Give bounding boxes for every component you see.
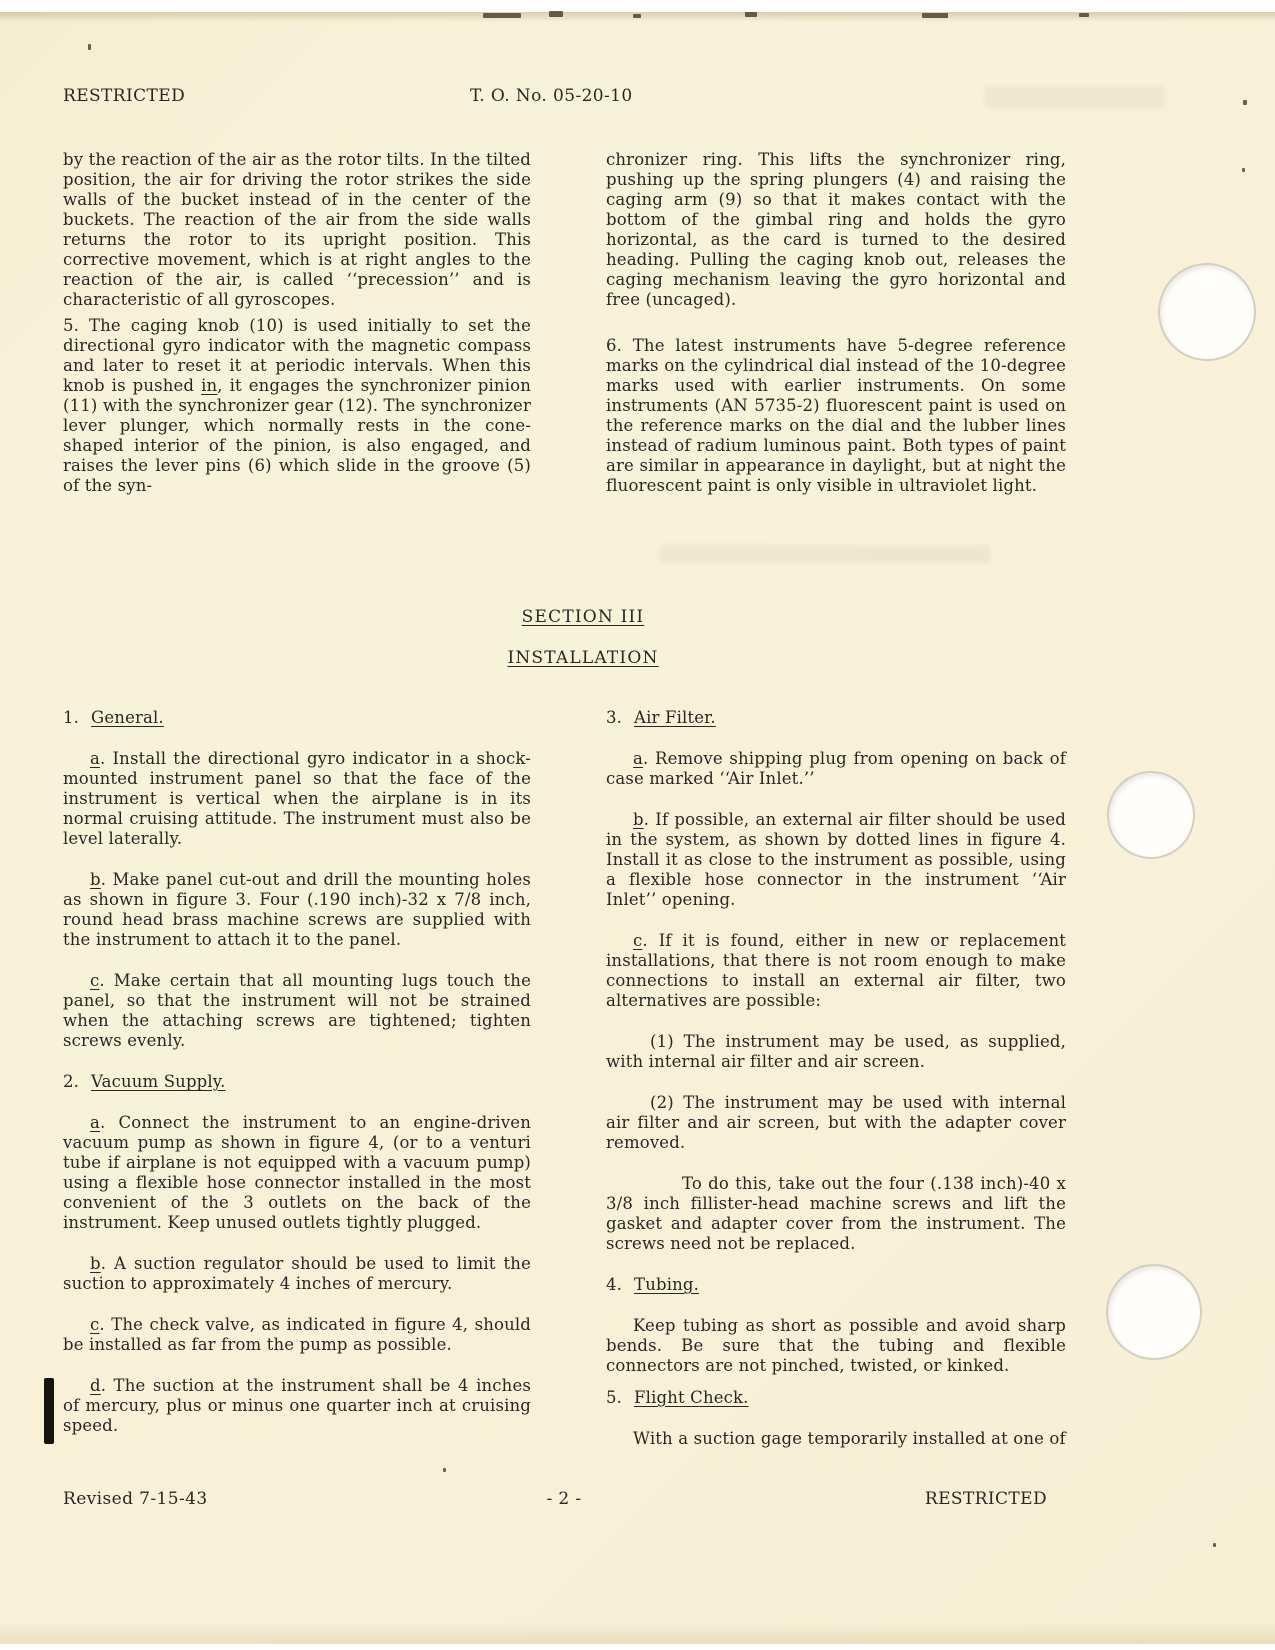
item-letter: b bbox=[90, 870, 101, 889]
scan-speck bbox=[1213, 1543, 1216, 1547]
section-subtitle-text: INSTALLATION bbox=[507, 648, 659, 668]
top-right-column bbox=[606, 150, 1066, 517]
paragraph-text: . If it is found, either in new or replacement installations, that there is not room enough to make connections to install an external air filter, two alternatives are possible: bbox=[606, 931, 1066, 1010]
paragraph-text: . Make panel cut-out and drill the mounting holes as shown in figure 3. Four (.190 inch)-32 x 7/8 inch, round head brass machine screws are supplied with the instrument to attach it to the panel. bbox=[63, 870, 531, 949]
paragraph-precession-continuation: by the reaction of the air as the rotor tilts. In the tilted position, the air for driving the rotor strikes the side walls of the bucket instead of in the center of the buckets. The reaction of the air from the side walls returns the rotor to its upright position. This corrective movement, which is at right angles to the reaction of the air, is called ‘‘precession’’ and is characteristic of all gyroscopes. bbox=[63, 150, 531, 309]
heading-title: Vacuum Supply. bbox=[91, 1072, 226, 1091]
paragraph-text: . The suction at the instrument shall be 4 inches of mercury, plus or minus one quarter inch at cruising speed. bbox=[63, 1376, 531, 1435]
scan-speck bbox=[633, 14, 641, 18]
paragraph-2a bbox=[63, 1113, 531, 1233]
heading-air-filter bbox=[606, 708, 1066, 728]
paragraph-3c-alternative-1: (1) The instrument may be used, as supplied, with internal air filter and air screen. bbox=[606, 1032, 1066, 1071]
section-title bbox=[63, 607, 1103, 627]
item-letter: c bbox=[633, 931, 643, 950]
item-letter: a bbox=[90, 1113, 100, 1132]
bottom-right-column bbox=[606, 708, 1066, 1470]
header-technical-order-number: T. O. No. 05-20-10 bbox=[470, 86, 633, 106]
scan-speck bbox=[549, 11, 563, 17]
item-letter: c bbox=[90, 1315, 100, 1334]
heading-number: 3. bbox=[606, 708, 623, 727]
scan-speck bbox=[745, 12, 757, 17]
scan-speck bbox=[922, 13, 948, 18]
underlined-word: in bbox=[201, 376, 218, 395]
paragraph-2c bbox=[63, 1315, 531, 1355]
paragraph-4-tubing: Keep tubing as short as possible and avoid sharp bends. Be sure that the tubing and flexible connectors are not pinched, twisted, or kinked. bbox=[606, 1316, 1066, 1375]
heading-general bbox=[63, 708, 531, 728]
scan-speck bbox=[443, 1468, 446, 1472]
paragraph-1b bbox=[63, 870, 531, 950]
item-letter: d bbox=[90, 1376, 101, 1395]
section-heading bbox=[63, 607, 1103, 689]
heading-number: 2. bbox=[63, 1072, 80, 1091]
heading-number: 4. bbox=[606, 1275, 623, 1294]
paragraph-synchronizer-continuation: chronizer ring. This lifts the synchronizer ring, pushing up the spring plungers (4) and raising the caging arm (9) so that it makes contact with the bottom of the gimbal ring and holds the gyro horizontal, as the card is turned to the desired heading. Pulling the caging knob out, releases the caging mechanism leaving the gyro horizontal and free (uncaged). bbox=[606, 150, 1066, 309]
ink-bleed-ghost bbox=[985, 86, 1165, 108]
item-letter: a bbox=[633, 749, 643, 768]
section-title-text: SECTION III bbox=[521, 607, 645, 627]
heading-title: General. bbox=[91, 708, 164, 727]
paragraph-text: , it engages the synchronizer pinion (11) with the synchronizer gear (12). The synchronizer lever plunger, which normally rests in the cone-shaped interior of the pinion, is also engaged, and raises the lever pins (6) which slide in the groove (5) of the syn- bbox=[63, 376, 531, 495]
scan-speck bbox=[88, 44, 91, 50]
punch-hole bbox=[1106, 1264, 1202, 1360]
heading-title: Tubing. bbox=[634, 1275, 700, 1294]
ink-bleed-ghost bbox=[660, 545, 990, 563]
heading-title: Air Filter. bbox=[634, 708, 716, 727]
heading-title: Flight Check. bbox=[634, 1388, 749, 1407]
section-subtitle bbox=[63, 648, 1103, 668]
paragraph-1c bbox=[63, 971, 531, 1051]
paragraph-text: . Remove shipping plug from opening on back of case marked ‘‘Air Inlet.’’ bbox=[606, 749, 1066, 788]
paragraph-text: . Connect the instrument to an engine-driven vacuum pump as shown in figure 4, (or to a venturi tube if airplane is not equipped with a vacuum pump) using a flexible hose connector installed in the most convenient of the 3 outlets on the back of the instrument. Keep unused outlets tightly plugged. bbox=[63, 1113, 531, 1232]
paragraph-3c-to-do-this: To do this, take out the four (.138 inch)-40 x 3/8 inch fillister-head machine screws and lift the gasket and adapter cover from the instrument. The screws need not be replaced. bbox=[606, 1174, 1066, 1253]
bottom-left-column bbox=[63, 708, 531, 1457]
item-letter: a bbox=[90, 749, 100, 768]
paragraph-6-reference-marks: 6. The latest instruments have 5-degree reference marks on the cylindrical dial instead of the 10-degree marks used with earlier instruments. On some instruments (AN 5735-2) fluorescent paint is used on the reference marks on the dial and the lubber lines instead of radium luminous paint. Both types of paint are similar in appearance in daylight, but at night the fluorescent paint is only visible in ultraviolet light. bbox=[606, 336, 1066, 495]
heading-tubing bbox=[606, 1275, 1066, 1295]
scan-speck bbox=[1079, 13, 1089, 17]
heading-number: 1. bbox=[63, 708, 80, 727]
paragraph-text: . If possible, an external air filter should be used in the system, as shown by dotted lines in figure 4. Install it as close to the instrument as possible, using a flexible hose connector in the instrument ‘‘Air Inlet’’ opening. bbox=[606, 810, 1066, 909]
footer-page-number: - 2 - bbox=[546, 1489, 582, 1509]
paragraph-3b bbox=[606, 810, 1066, 910]
heading-flight-check bbox=[606, 1388, 1066, 1408]
paragraph-text: . A suction regulator should be used to limit the suction to approximately 4 inches of mercury. bbox=[63, 1254, 531, 1293]
scan-speck bbox=[1242, 168, 1245, 172]
page-bottom-edge-shadow bbox=[0, 1622, 1275, 1644]
paragraph-1a bbox=[63, 749, 531, 849]
paragraph-2b bbox=[63, 1254, 531, 1294]
paragraph-3a bbox=[606, 749, 1066, 789]
revision-change-bar bbox=[44, 1378, 54, 1444]
scan-speck bbox=[1243, 100, 1247, 105]
paragraph-3c bbox=[606, 931, 1066, 1011]
item-letter: c bbox=[90, 971, 100, 990]
item-letter: b bbox=[633, 810, 644, 829]
top-left-column bbox=[63, 150, 531, 517]
heading-number: 5. bbox=[606, 1388, 623, 1407]
header-classification-left: RESTRICTED bbox=[63, 86, 186, 106]
paragraph-5-flight-check: With a suction gage temporarily installed at one of bbox=[633, 1429, 1066, 1448]
scan-speck bbox=[483, 13, 521, 18]
heading-vacuum-supply bbox=[63, 1072, 531, 1092]
paragraph-5-caging-knob bbox=[63, 316, 531, 496]
paragraph-text: . Install the directional gyro indicator in a shock-mounted instrument panel so that the face of the instrument is vertical when the airplane is in its normal cruising attitude. The instrument must also be level laterally. bbox=[63, 749, 531, 848]
footer-revision-date: Revised 7-15-43 bbox=[63, 1489, 208, 1509]
punch-hole bbox=[1107, 771, 1195, 859]
paragraph-text: . Make certain that all mounting lugs touch the panel, so that the instrument will not be strained when the attaching screws are tightened; tighten screws evenly. bbox=[63, 971, 531, 1050]
footer-classification-right: RESTRICTED bbox=[924, 1489, 1047, 1509]
punch-hole bbox=[1158, 263, 1256, 361]
item-letter: b bbox=[90, 1254, 101, 1273]
paragraph-3c-alternative-2: (2) The instrument may be used with internal air filter and air screen, but with the adapter cover removed. bbox=[606, 1093, 1066, 1152]
paragraph-text: 5. The caging knob (10) is used initially to set the directional gyro indicator with the magnetic compass and later to reset it at periodic intervals. When this knob is pushed bbox=[63, 316, 531, 395]
paragraph-text: . The check valve, as indicated in figure 4, should be installed as far from the pump as possible. bbox=[63, 1315, 531, 1354]
paragraph-2d-changed bbox=[63, 1376, 531, 1436]
